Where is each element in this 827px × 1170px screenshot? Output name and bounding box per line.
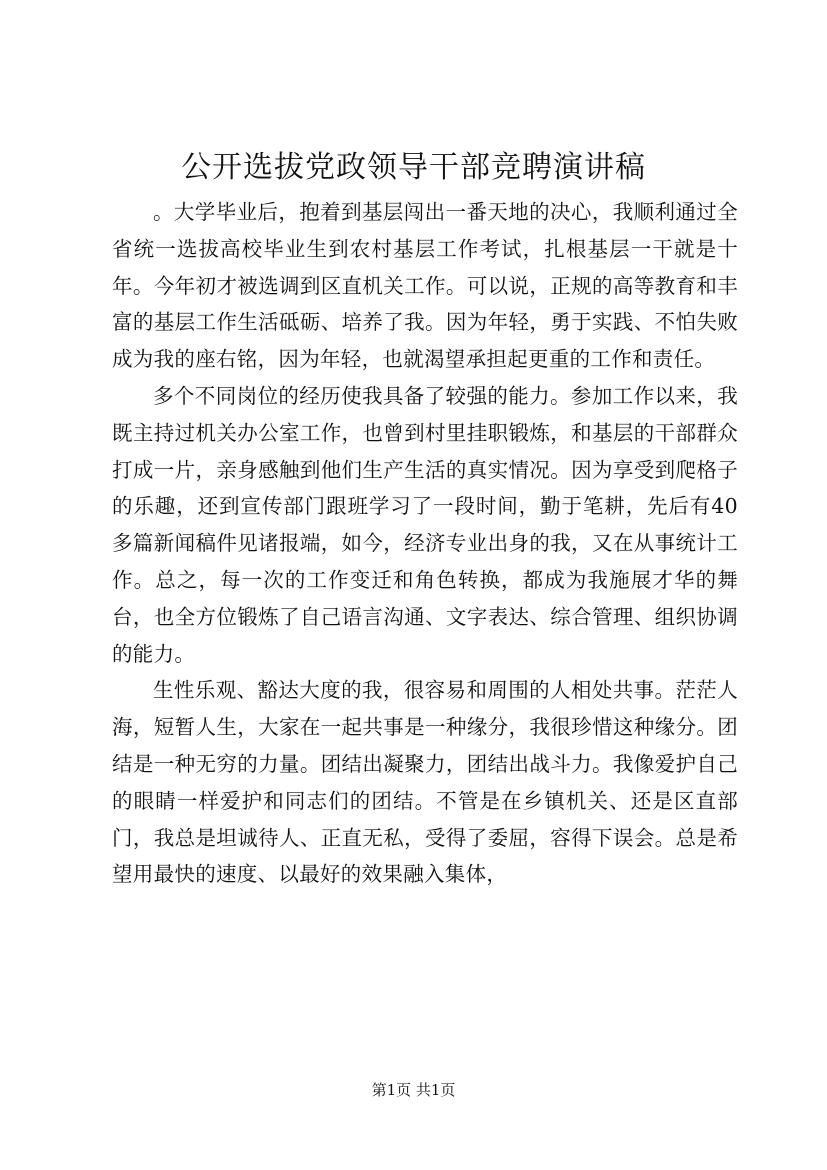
paragraph-2: 多个不同岗位的经历使我具备了较强的能力。参加工作以来，我既主持过机关办公室工作，也曾到村里挂职锻炼，和基层的干部群众打成一片，亲身感触到他们生产生活的真实情况。因为享受到爬格子的乐趣，还到宣传部门跟班学习了一段时间，勤于笔耕，先后有40多篇新闻稿件见诸报端，如今，经济专业出身的我，又在从事统计工作。总之，每一次的工作变迁和角色转换，都成为我施展才华的舞台，也全方位锻炼了自己语言沟通、文字表达、综合管理、组织协调的能力。: [112, 383, 738, 666]
document-title: 公开选拔党政领导干部竞聘演讲稿: [181, 150, 646, 185]
paragraph-1: 。大学毕业后，抱着到基层闯出一番天地的决心，我顺利通过全省统一选拔高校毕业生到农村基层工作考试，扎根基层一干就是十年。今年初才被选调到区直机关工作。可以说，正规的高等教育和丰富的基层工作生活砥砺、培养了我。因为年轻，勇于实践、不怕失败成为我的座右铭，因为年轻，也就渴望承担起更重的工作和责任。: [112, 200, 738, 372]
page-footer: 第1页 共1页: [371, 1081, 456, 1099]
paragraph-3: 生性乐观、豁达大度的我，很容易和周围的人相处共事。茫茫人海，短暂人生，大家在一起共事是一种缘分，我很珍惜这种缘分。团结是一种无穷的力量。团结出凝聚力，团结出战斗力。我像爱护自己的眼睛一样爱护和同志们的团结。不管是在乡镇机关、还是区直部门，我总是坦诚待人、正直无私，受得了委屈，容得下误会。总是希望用最快的速度、以最好的效果融入集体，: [112, 678, 738, 887]
document-body: [112, 194, 738, 893]
